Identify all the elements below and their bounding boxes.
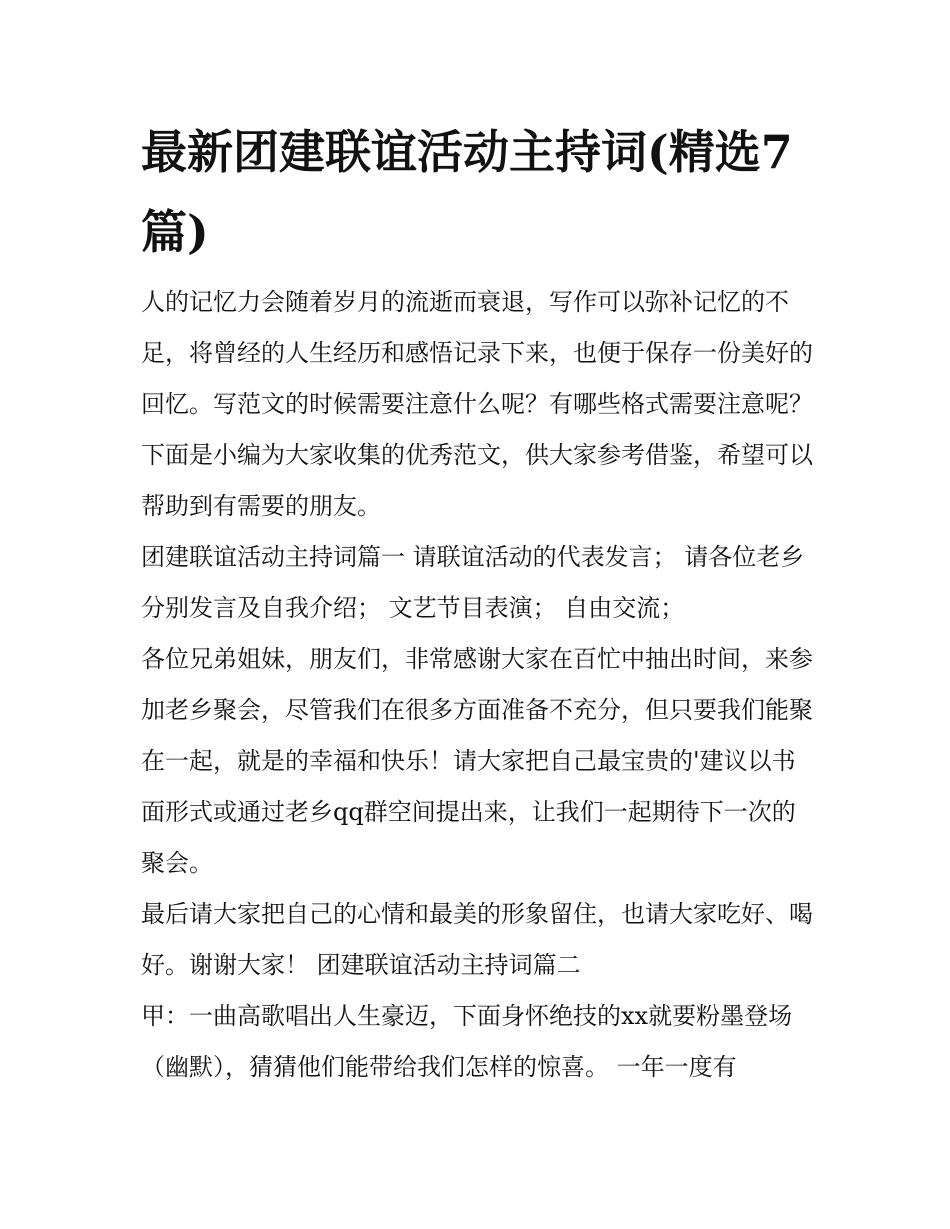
paragraph-greeting: 各位兄弟姐妹，朋友们，非常感谢大家在百忙中抽出时间，来参加老乡聚会，尽管我们在很多方面准备不充分，但只要我们能聚在一起，就是的幸福和快乐！请大家把自己最宝贵的'建议以书面形式或通过老乡qq群空间提出来，让我们一起期待下一次的聚会。 bbox=[141, 645, 813, 877]
document-title: 最新团建联谊活动主持词(精选7篇) bbox=[141, 125, 793, 259]
paragraph-closing: 最后请大家把自己的心情和最美的形象留住，也请大家吃好、喝好。谢谢大家！ 团建联谊活动主持词篇二 bbox=[141, 900, 813, 979]
document-body bbox=[141, 112, 813, 1093]
paragraph-part-one: 团建联谊活动主持词篇一 请联谊活动的代表发言； 请各位老乡分别发言及自我介绍； 文艺节目表演； 自由交流； bbox=[141, 543, 805, 622]
paragraph-intro: 人的记忆力会随着岁月的流逝而衰退，写作可以弥补记忆的不足，将曾经的人生经历和感悟记录下来，也便于保存一份美好的回忆。写范文的时候需要注意什么呢？有哪些格式需要注意呢？下面是小编为大家收集的优秀范文，供大家参考借鉴，希望可以帮助到有需要的朋友。 bbox=[141, 288, 813, 520]
paragraph-part-two: 甲：一曲高歌唱出人生豪迈，下面身怀绝技的xx就要粉墨登场（幽默），猜猜他们能带给我们怎样的惊喜。 一年一度有 bbox=[141, 1002, 793, 1081]
